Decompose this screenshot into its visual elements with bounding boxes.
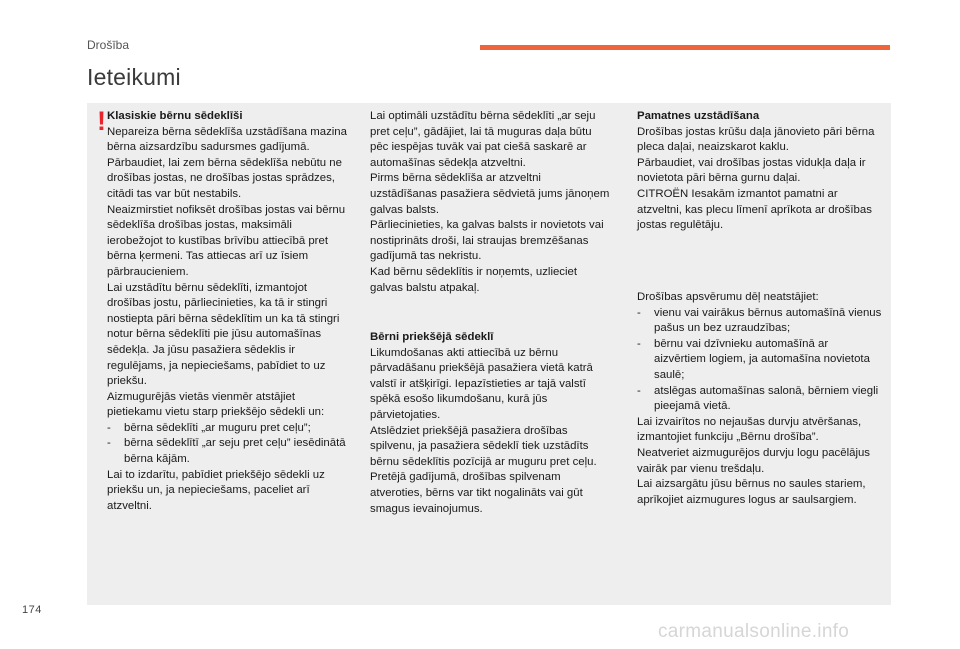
list-item: - atslēgas automašīnas salonā, bērniem viegli pieejamā vietā.	[637, 384, 882, 415]
paragraph: Neaizmirstiet nofiksēt drošības jostas vai bērnu sēdeklīša drošības jostas, maksimāli ierobežojot to kustības brīvību attiecībā pret bērna ķermeni. Tas attiecas arī uz īsiem pārbraucieniem.	[107, 203, 346, 278]
paragraph: Neatveriet aizmugurējos durvju logu pacēlājus vairāk par vienu trešdaļu.	[637, 446, 871, 475]
column-right-bottom	[637, 290, 882, 508]
paragraph: CITROËN Iesakām izmantot pamatni ar atzveltni, kas plecu līmenī aprīkota ar drošības jostas regulētāju.	[637, 187, 872, 232]
paragraph: Aizmugurējās vietās vienmēr atstājiet pietiekamu vietu starp priekšējo sēdekli un:	[107, 390, 325, 419]
paragraph: Drošības apsvērumu dēļ neatstājiet:	[637, 291, 819, 303]
paragraph: Lai uzstādītu bērnu sēdeklīti, izmantojot drošības jostu, pārliecinieties, ka tā ir stingri nostiepta pāri bērna sēdeklītim un ka tā stingri notur bērna sēdeklīti pie jūsu automašīnas sēdekļa. Ja jūsu pasažiera sēdeklis ir regulējams, ja nepieciešams, pabīdiet to uz priekšu.	[107, 281, 340, 388]
paragraph: Nepareiza bērna sēdeklīša uzstādīšana mazina bērna aizsardzību sadursmes gadījumā.	[107, 125, 347, 154]
section-label: Drošība	[87, 38, 130, 52]
paragraph: Lai to izdarītu, pabīdiet priekšējo sēdekli uz priekšu un, ja nepieciešams, paceliet arī atzveltni.	[107, 468, 325, 512]
paragraph: Likumdošanas akti attiecībā uz bērnu pārvadāšanu priekšējā pasažiera vietā katrā valstī ir atšķirīgi. Iepazīstieties ar tajā valstī spēkā esošo likumdošanu, kurā jūs pārvietojaties.	[370, 346, 593, 421]
list-item: - bērna sēdeklītī „ar seju pret ceļu” iesēdinātā bērna kājām.	[107, 436, 347, 467]
paragraph: Lai izvairītos no nejaušas durvju atvēršanas, izmantojiet funkciju „Bērnu drošība”.	[637, 415, 862, 444]
paragraph: Kad bērnu sēdeklītis ir noņemts, uzlieciet galvas balstu atpakaļ.	[370, 265, 578, 294]
column-middle-top	[370, 109, 610, 296]
paragraph: Drošības jostas krūšu daļa jānovieto pāri bērna pleca daļai, neaizskarot kaklu.	[637, 125, 875, 154]
paragraph: Pārliecinieties, ka galvas balsts ir novietots vai nostiprināts droši, lai straujas bremzēšanas gadījumā tas nekristu.	[370, 219, 604, 263]
paragraph: Atslēdziet priekšējā pasažiera drošības spilvenu, ja pasažiera sēdeklī tiek uzstādīts bērnu sēdeklītis pozīcijā ar muguru pret ceļu. Pretējā gadījumā, drošības spilvenam atveroties, bērns var tikt nogalināts vai gūt smagus ievainojumus.	[370, 424, 597, 515]
column-middle-bottom	[370, 330, 610, 517]
watermark: carmanualsonline.info	[658, 621, 850, 642]
column-right-top	[637, 109, 882, 234]
paragraph: Pirms bērna sēdeklīša ar atzveltni uzstādīšanas pasažiera sēdvietā jums jānoņem galvas balsts.	[370, 172, 610, 216]
page-number: 174	[22, 604, 42, 616]
paragraph: Lai aizsargātu jūsu bērnus no saules stariem, aprīkojiet aizmugures logus ar saulsargiem.	[637, 478, 866, 506]
page-title: Ieteikumi	[87, 64, 181, 90]
heading-classic-seats: Klasiskie bērnu sēdeklīši	[107, 110, 243, 122]
list-item: - bērna sēdeklīti „ar muguru pret ceļu”;	[107, 421, 347, 437]
header-accent-bar	[480, 45, 890, 50]
heading-children-front-seat: Bērni priekšējā sēdeklī	[370, 331, 494, 343]
heading-booster-install: Pamatnes uzstādīšana	[637, 110, 760, 122]
paragraph: Pārbaudiet, vai drošības jostas vidukļa daļa ir novietota pāri bērna gurnu daļai.	[637, 156, 866, 185]
paragraph: Lai optimāli uzstādītu bērna sēdeklīti „ar seju pret ceļu”, gādājiet, lai tā muguras daļa būtu pēc iespējas tuvāk vai pat ciešā saskarē ar automašīnas sēdekļa atzveltni.	[370, 110, 596, 169]
paragraph: Pārbaudiet, lai zem bērna sēdeklīša nebūtu ne drošības jostas, ne drošības jostas sprādzes, citādi tas var būt nestabils.	[107, 156, 342, 200]
list-item: - vienu vai vairākus bērnus automašīnā vienus pašus un bez uzraudzības;	[637, 306, 882, 337]
warning-exclamation-icon: !	[97, 106, 106, 136]
column-left	[107, 109, 347, 514]
list-item: - bērnu vai dzīvnieku automašīnā ar aizvērtiem logiem, ja automašīna novietota saulē;	[637, 337, 882, 384]
